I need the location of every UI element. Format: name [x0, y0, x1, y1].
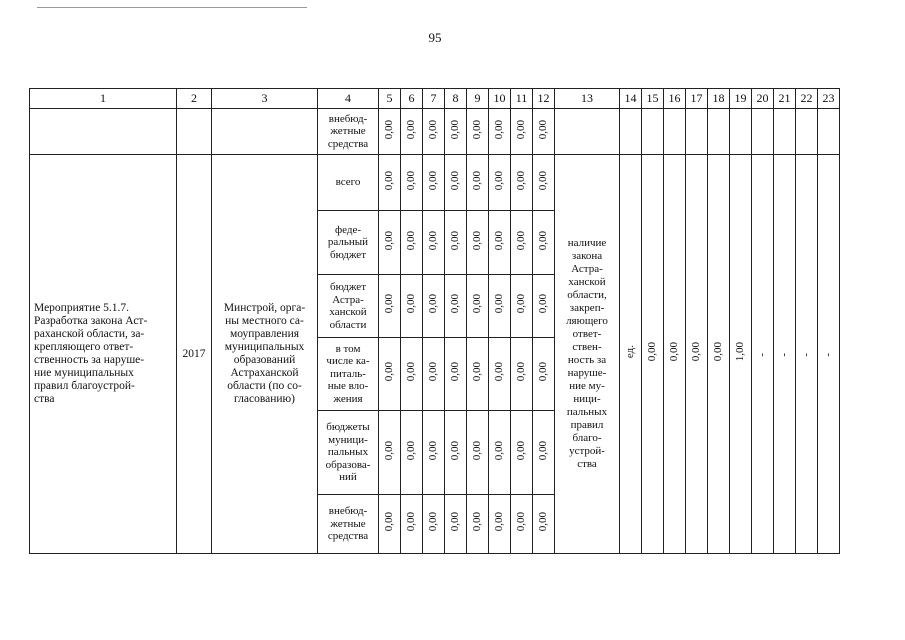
value-cell-text: 0,00 [427, 362, 439, 382]
indicator-value [730, 155, 752, 554]
value-cell-text: 0,00 [449, 294, 461, 314]
indicator-value [818, 155, 840, 554]
value-cell [445, 211, 467, 275]
header-cell-22: 22 [796, 89, 818, 109]
program-table [29, 88, 840, 554]
indicator-value-text: - [800, 352, 812, 357]
empty-cell [30, 109, 177, 155]
header-cell-8: 8 [445, 89, 467, 109]
value-cell-text: 0,00 [471, 440, 483, 461]
value-cell-text: 0,00 [493, 230, 505, 251]
value-cell-text: 0,00 [537, 362, 549, 382]
value-cell [467, 338, 489, 411]
value-cell-text: 0,00 [471, 294, 483, 314]
measure-executor: Минстрой, орга- ны местного са- моуправления муниципальных образований Астраханской области (по со- гласованию) [212, 155, 318, 554]
value-cell [379, 411, 401, 495]
value-cell [467, 155, 489, 211]
value-cell [445, 495, 467, 554]
empty-cell [796, 109, 818, 155]
funding-source: внебюд- жетные средства [318, 495, 379, 554]
empty-cell [752, 109, 774, 155]
value-cell [423, 495, 445, 554]
indicator-unit [620, 155, 642, 554]
indicator-name: наличие закона Астра- ханской области, закреп- ляющего ответ- ствен- ность за наруше- ние му- ници- пальных правил благо- устрой- ства [555, 155, 620, 554]
value-cell [401, 338, 423, 411]
value-cell [423, 411, 445, 495]
value-cell [533, 495, 555, 554]
empty-cell [708, 109, 730, 155]
indicator-value [664, 155, 686, 554]
value-cell-text: 0,00 [427, 170, 439, 191]
value-cell-text: 0,00 [405, 170, 417, 191]
value-cell [467, 109, 489, 155]
header-cell-12: 12 [533, 89, 555, 109]
header-row [30, 89, 840, 109]
empty-cell [212, 109, 318, 155]
empty-cell [642, 109, 664, 155]
value-cell [511, 411, 533, 495]
value-cell-text: 0,00 [427, 119, 439, 140]
value-cell [401, 155, 423, 211]
indicator-value-text: 1,00 [734, 342, 746, 362]
header-cell-10: 10 [489, 89, 511, 109]
value-cell-text: 0,00 [405, 294, 417, 314]
header-cell-13: 13 [555, 89, 620, 109]
empty-cell [177, 109, 212, 155]
top-rule [37, 7, 307, 8]
value-cell-text: 0,00 [383, 362, 395, 382]
value-cell [533, 109, 555, 155]
value-cell [445, 411, 467, 495]
value-cell [445, 275, 467, 338]
value-cell [511, 109, 533, 155]
value-cell [511, 211, 533, 275]
value-cell-text: 0,00 [449, 170, 461, 191]
indicator-value-text: 0,00 [712, 342, 724, 362]
value-cell-text: 0,00 [493, 362, 505, 382]
value-cell-text: 0,00 [383, 294, 395, 314]
value-cell-text: 0,00 [449, 512, 461, 532]
value-cell-text: 0,00 [471, 362, 483, 382]
value-cell-text: 0,00 [383, 119, 395, 140]
value-cell [401, 411, 423, 495]
value-cell [401, 495, 423, 554]
indicator-value [752, 155, 774, 554]
header-cell-16: 16 [664, 89, 686, 109]
value-cell-text: 0,00 [493, 170, 505, 191]
value-cell-text: 0,00 [405, 362, 417, 382]
empty-cell [774, 109, 796, 155]
value-cell-text: 0,00 [383, 170, 395, 191]
value-cell-text: 0,00 [427, 230, 439, 251]
value-cell-text: 0,00 [493, 119, 505, 140]
indicator-value [708, 155, 730, 554]
value-cell [489, 495, 511, 554]
header-cell-11: 11 [511, 89, 533, 109]
indicator-value-text: - [778, 352, 790, 357]
value-cell-text: 0,00 [515, 440, 527, 461]
value-cell-text: 0,00 [449, 440, 461, 461]
value-cell-text: 0,00 [537, 230, 549, 251]
header-cell-9: 9 [467, 89, 489, 109]
header-cell-14: 14 [620, 89, 642, 109]
header-cell-19: 19 [730, 89, 752, 109]
indicator-value [796, 155, 818, 554]
value-cell-text: 0,00 [493, 512, 505, 532]
value-cell [489, 338, 511, 411]
funding-source: в том числе ка- питаль- ные вло- жения [318, 338, 379, 411]
value-cell-text: 0,00 [471, 512, 483, 532]
value-cell-text: 0,00 [383, 512, 395, 532]
empty-cell [818, 109, 840, 155]
value-cell-text: 0,00 [515, 119, 527, 140]
header-cell-5: 5 [379, 89, 401, 109]
value-cell [467, 275, 489, 338]
funding-source: всего [318, 155, 379, 211]
value-cell [511, 155, 533, 211]
indicator-value [642, 155, 664, 554]
value-cell [379, 109, 401, 155]
value-cell [445, 155, 467, 211]
value-cell [423, 275, 445, 338]
header-cell-15: 15 [642, 89, 664, 109]
indicator-value [686, 155, 708, 554]
header-cell-17: 17 [686, 89, 708, 109]
value-cell [489, 411, 511, 495]
header-cell-1: 1 [30, 89, 177, 109]
value-cell-text: 0,00 [427, 512, 439, 532]
value-cell-text: 0,00 [383, 440, 395, 461]
value-cell [489, 211, 511, 275]
measure-year: 2017 [177, 155, 212, 554]
measure-name: Мероприятие 5.1.7. Разработка закона Аст- раханской области, за- крепляющего ответ- ственность за наруше- ние муниципальных правил благоустрой- ства [30, 155, 177, 554]
value-cell [379, 275, 401, 338]
value-cell [423, 109, 445, 155]
value-cell-text: 0,00 [515, 362, 527, 382]
value-cell-text: 0,00 [515, 230, 527, 251]
value-cell [467, 495, 489, 554]
empty-cell [620, 109, 642, 155]
value-cell-text: 0,00 [449, 230, 461, 251]
header-cell-2: 2 [177, 89, 212, 109]
value-cell [423, 338, 445, 411]
indicator-unit-text: ед. [624, 345, 636, 359]
empty-cell [730, 109, 752, 155]
value-cell [379, 211, 401, 275]
page-number: 95 [428, 30, 442, 45]
value-cell-text: 0,00 [537, 119, 549, 140]
value-cell-text: 0,00 [537, 440, 549, 461]
header-cell-7: 7 [423, 89, 445, 109]
indicator-value-text: - [756, 352, 768, 357]
value-cell-text: 0,00 [405, 230, 417, 251]
value-cell-text: 0,00 [427, 294, 439, 314]
value-cell-text: 0,00 [427, 440, 439, 461]
value-cell-text: 0,00 [449, 362, 461, 382]
value-cell [401, 211, 423, 275]
value-cell [379, 338, 401, 411]
value-cell [423, 155, 445, 211]
empty-cell [555, 109, 620, 155]
empty-cell [686, 109, 708, 155]
funding-source: внебюд- жетные средства [318, 109, 379, 155]
value-cell [533, 211, 555, 275]
value-cell-text: 0,00 [515, 294, 527, 314]
value-cell [401, 275, 423, 338]
value-cell [511, 338, 533, 411]
empty-cell [664, 109, 686, 155]
value-cell [533, 155, 555, 211]
funding-source: бюджеты муници- пальных образова- ний [318, 411, 379, 495]
value-cell [511, 495, 533, 554]
value-cell [467, 411, 489, 495]
header-cell-23: 23 [818, 89, 840, 109]
funding-source: бюджет Астра- ханской области [318, 275, 379, 338]
value-cell-text: 0,00 [515, 512, 527, 532]
value-cell-text: 0,00 [449, 119, 461, 140]
value-cell [379, 495, 401, 554]
funding-source: феде- ральный бюджет [318, 211, 379, 275]
value-cell-text: 0,00 [405, 119, 417, 140]
value-cell-text: 0,00 [537, 294, 549, 314]
value-cell [533, 411, 555, 495]
value-cell-text: 0,00 [537, 170, 549, 191]
header-cell-21: 21 [774, 89, 796, 109]
value-cell-text: 0,00 [493, 440, 505, 461]
value-cell [401, 109, 423, 155]
value-cell [379, 155, 401, 211]
value-cell [489, 155, 511, 211]
value-cell [445, 338, 467, 411]
indicator-value [774, 155, 796, 554]
value-cell [467, 211, 489, 275]
value-cell-text: 0,00 [493, 294, 505, 314]
value-cell-text: 0,00 [405, 512, 417, 532]
value-cell [489, 275, 511, 338]
value-cell-text: 0,00 [471, 230, 483, 251]
header-cell-4: 4 [318, 89, 379, 109]
indicator-value-text: - [822, 352, 834, 357]
indicator-value-text: 0,00 [690, 342, 702, 362]
value-cell-text: 0,00 [471, 119, 483, 140]
value-cell [445, 109, 467, 155]
indicator-value-text: 0,00 [668, 342, 680, 362]
value-cell-text: 0,00 [537, 512, 549, 532]
value-cell-text: 0,00 [383, 230, 395, 251]
value-cell [511, 275, 533, 338]
indicator-value-text: 0,00 [646, 342, 658, 362]
value-cell [533, 275, 555, 338]
value-cell [423, 211, 445, 275]
header-cell-3: 3 [212, 89, 318, 109]
value-cell-text: 0,00 [471, 170, 483, 191]
table-row [30, 109, 840, 155]
value-cell-text: 0,00 [405, 440, 417, 461]
value-cell [533, 338, 555, 411]
header-cell-20: 20 [752, 89, 774, 109]
header-cell-18: 18 [708, 89, 730, 109]
header-cell-6: 6 [401, 89, 423, 109]
value-cell-text: 0,00 [515, 170, 527, 191]
value-cell [489, 109, 511, 155]
table-row [30, 155, 840, 211]
